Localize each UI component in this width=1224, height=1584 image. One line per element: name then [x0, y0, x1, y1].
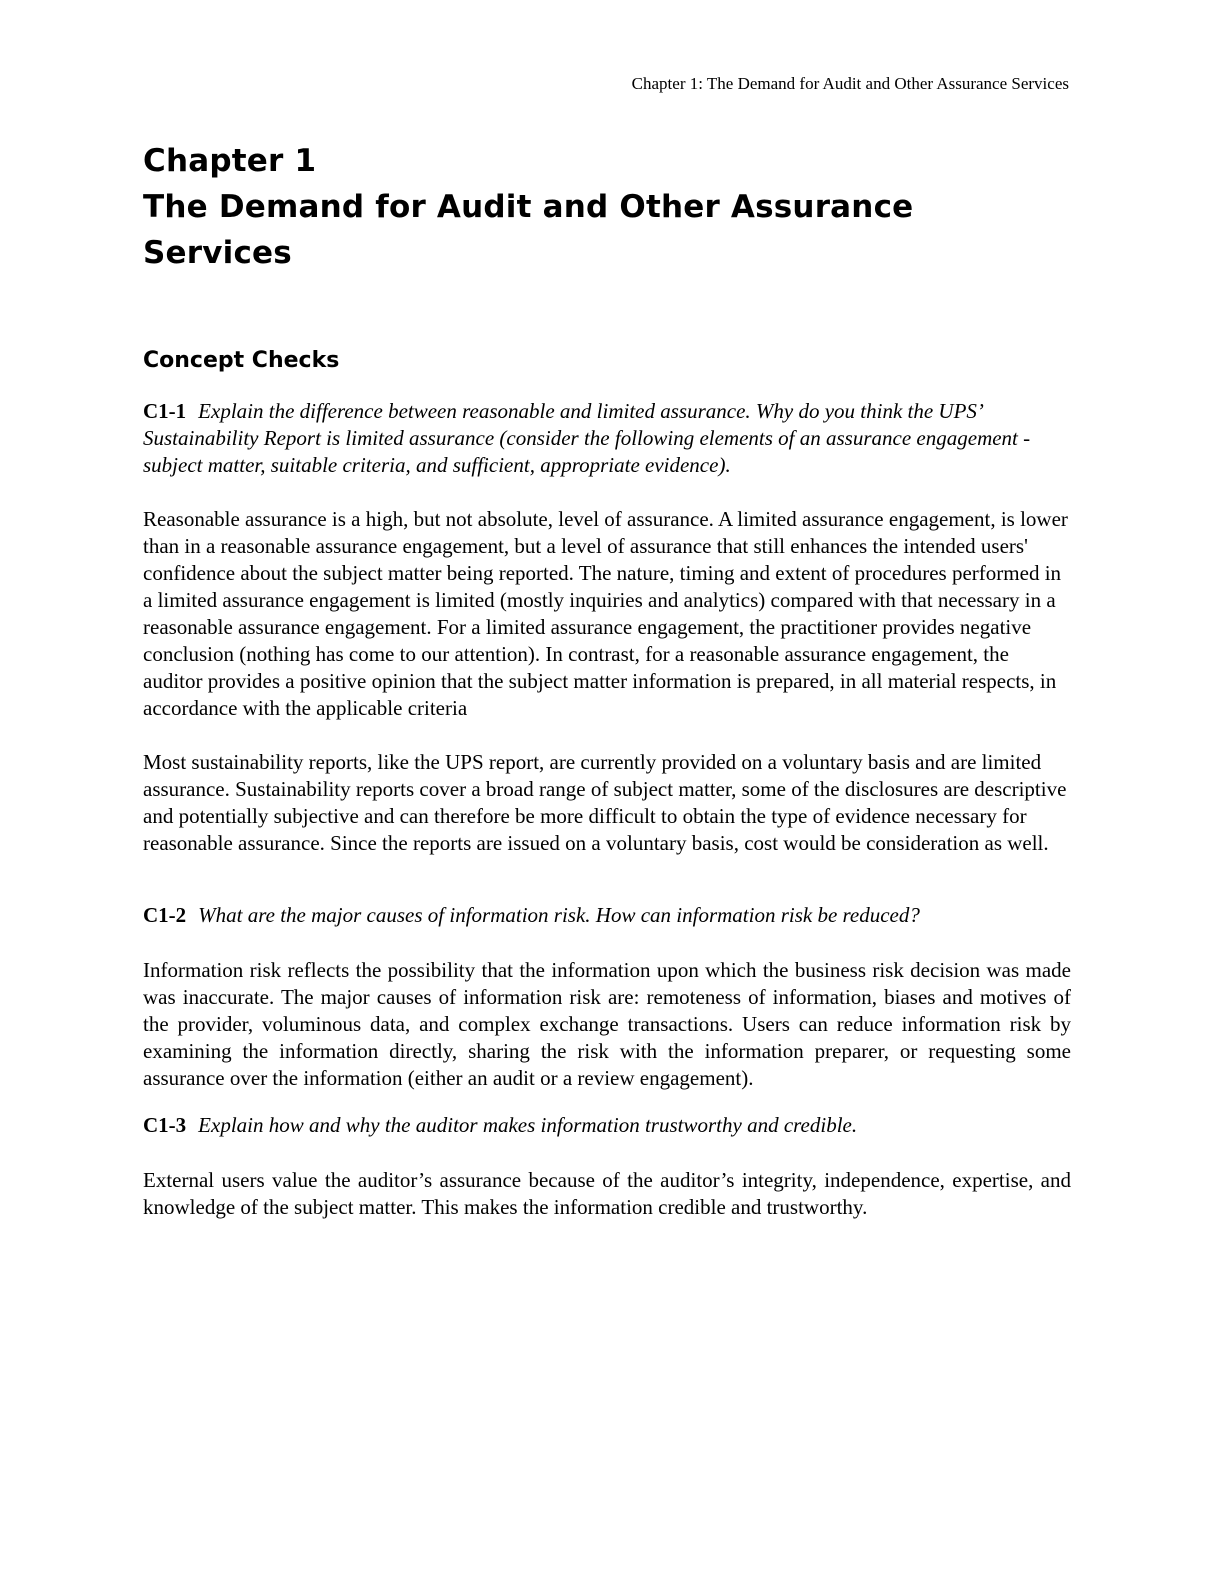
- question-c1-3: [143, 1112, 1071, 1139]
- chapter-number: Chapter 1: [143, 143, 317, 179]
- answer-paragraph: Reasonable assurance is a high, but not absolute, level of assurance. A limited assurance engagement, is lower than in a reasonable assurance engagement, but a level of assurance that still enhances the intended users' confidence about the subject matter being reported. The nature, timing and extent of procedures performed in a limited assurance engagement is limited (mostly inquiries and analytics) compared with that necessary in a reasonable assurance engagement. For a limited assurance engagement, the practitioner provides negative conclusion (nothing has come to our attention). In contrast, for a reasonable assurance engagement, the auditor provides a positive opinion that the subject matter information is prepared, in all material respects, in accordance with the applicable criteria: [143, 507, 1068, 720]
- question-text: Explain the difference between reasonable and limited assurance. Why do you think the UPS’ Sustainability Report is limited assurance (consider the following elements of an assurance engagement - subject matter, suitable criteria, and sufficient, appropriate evidence).: [143, 399, 1031, 477]
- question-c1-2: [143, 902, 1071, 929]
- question-text: What are the major causes of information risk. How can information risk be reduced?: [198, 903, 920, 927]
- chapter-title-line-2: Services: [143, 235, 292, 271]
- chapter-title-line-1: The Demand for Audit and Other Assurance: [143, 189, 914, 225]
- chapter-title: [143, 138, 1071, 276]
- answer-paragraph: Information risk reflects the possibility that the information upon which the business risk decision was made was inaccurate. The major causes of information risk are: remoteness of information, biases and motives of the provider, voluminous data, and complex exchange transactions. Users can reduce information risk by examining the information directly, sharing the risk with the information preparer, or requesting some assurance over the information (either an audit or a review engagement).: [143, 958, 1071, 1090]
- question-text: Explain how and why the auditor makes information trustworthy and credible.: [198, 1113, 858, 1137]
- answer-paragraph: External users value the auditor’s assurance because of the auditor’s integrity, independence, expertise, and knowledge of the subject matter. This makes the information credible and trustworthy.: [143, 1168, 1071, 1219]
- question-number: C1-3: [143, 1113, 187, 1137]
- question-number: C1-1: [143, 399, 187, 423]
- section-heading: Concept Checks: [143, 348, 340, 373]
- question-c1-1: [143, 398, 1071, 479]
- answer-paragraph: Most sustainability reports, like the UPS report, are currently provided on a voluntary basis and are limited assurance. Sustainability reports cover a broad range of subject matter, some of the disclosures are descriptive and potentially subjective and can therefore be more difficult to obtain the type of evidence necessary for reasonable assurance. Since the reports are issued on a voluntary basis, cost would be consideration as well.: [143, 750, 1067, 855]
- question-number: C1-2: [143, 903, 187, 927]
- page-content: [143, 138, 1071, 1221]
- running-header: Chapter 1: The Demand for Audit and Other Assurance Services: [631, 74, 1069, 93]
